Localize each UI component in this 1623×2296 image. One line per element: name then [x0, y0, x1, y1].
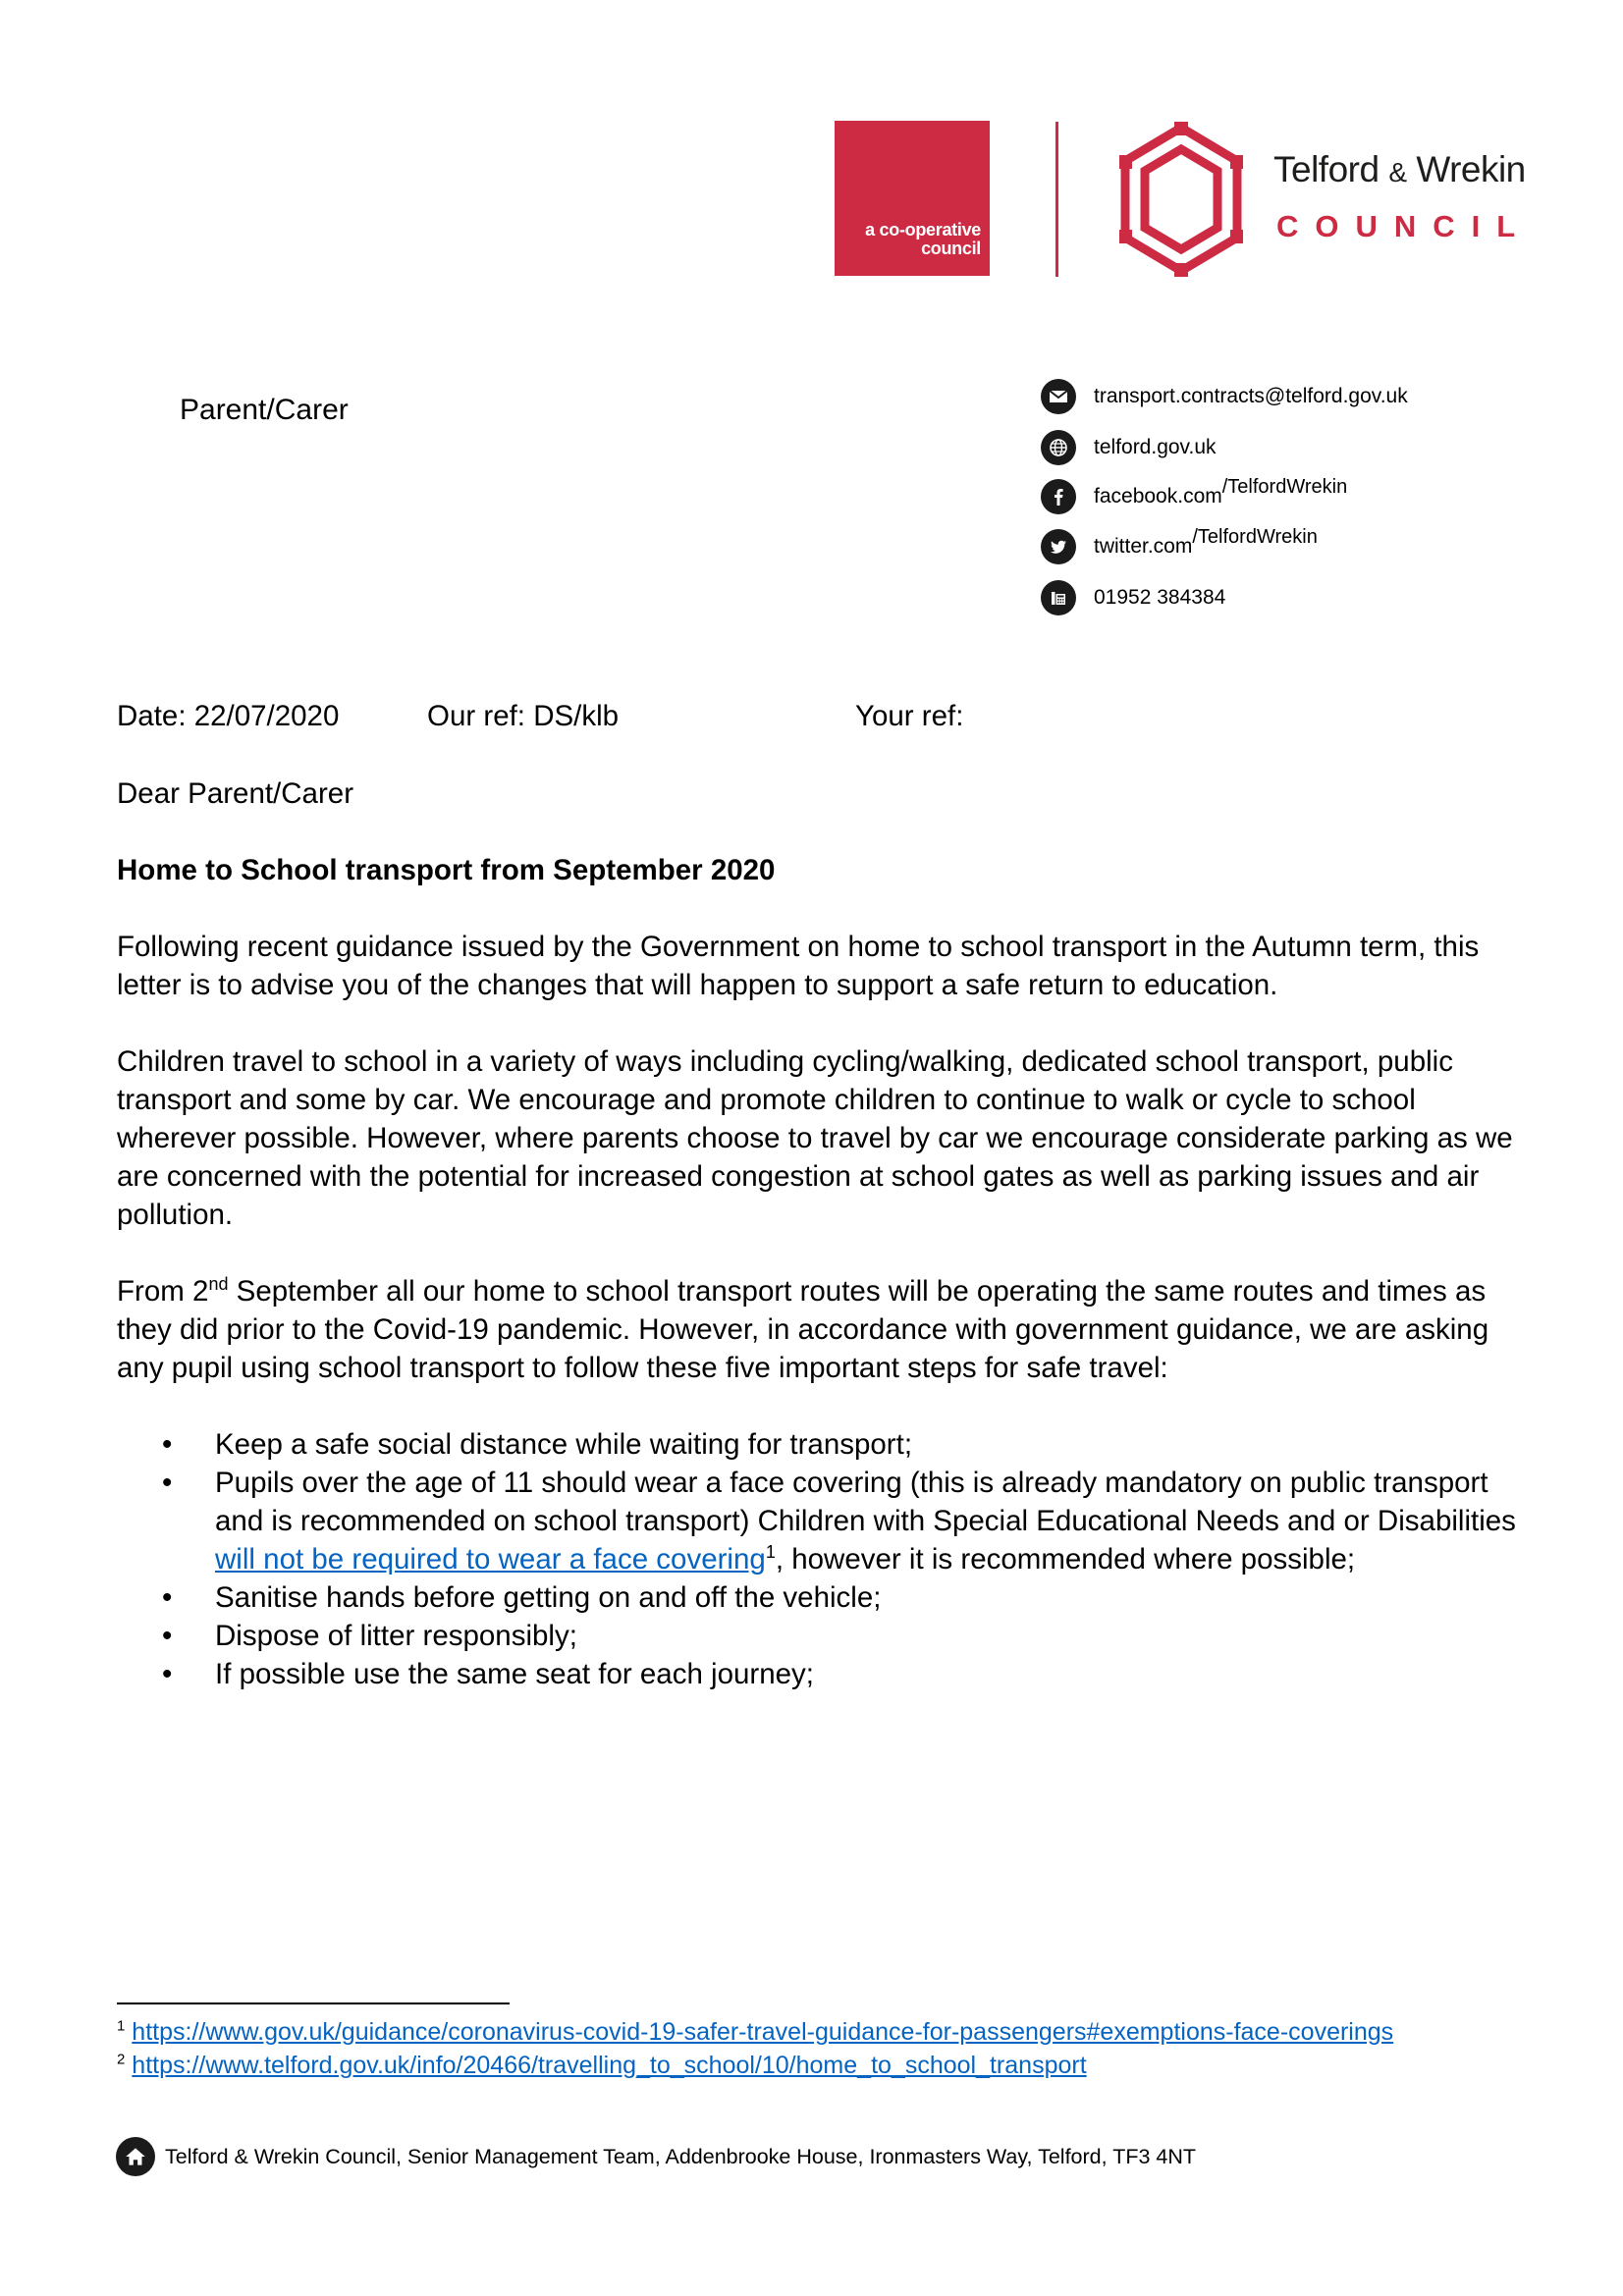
salutation: Dear Parent/Carer — [117, 777, 354, 810]
safety-steps-list — [117, 1425, 1531, 1693]
council-name: Telford & Wrekin — [1273, 149, 1526, 189]
contact-facebook-handle: /TelfordWrekin — [1221, 475, 1348, 498]
footnote-separator — [117, 2002, 510, 2004]
recipient: Parent/Carer — [180, 394, 349, 426]
date: Date: 22/07/2020 — [117, 700, 340, 732]
contact-facebook-text: facebook.com — [1094, 485, 1222, 507]
facebook-icon — [1041, 479, 1076, 514]
list-item: • Sanitise hands before getting on and off the vehicle; — [117, 1578, 1531, 1617]
envelope-icon — [1041, 379, 1076, 414]
co-operative-council-logo — [835, 121, 990, 276]
paragraph-3: From 2nd September all our home to school transport routes will be operating the same routes and times as they did prior to the Covid-19 pandemic. However, in accordance with government guidance, we are asking any pupil using school transport to follow these five important steps for safe travel: — [117, 1274, 1489, 1384]
home-icon — [116, 2137, 155, 2176]
footnote-2-link[interactable]: https://www.telford.gov.uk/info/20466/travelling_to_school/10/home_to_school_transport — [132, 2052, 1087, 2079]
letter-heading: Home to School transport from September 2020 — [117, 854, 776, 886]
footer-address-text: Telford & Wrekin Council, Senior Management Team, Addenbrooke House, Ironmasters Way, Telford, TF3 4NT — [165, 2144, 1197, 2168]
footnote-1: $^1$ https://www.gov.uk/guidance/coronavirus-covid-19-safer-travel-guidance-for-passengers#exemptions-face-coverings — [117, 2017, 1394, 2046]
face-covering-exemption-link[interactable]: will not be required to wear a face covering — [215, 1543, 766, 1575]
list-item: • If possible use the same seat for each journey; — [117, 1655, 1531, 1693]
list-item: • Keep a safe social distance while waiting for transport; — [117, 1425, 1531, 1464]
logo-divider — [1055, 122, 1058, 277]
our-ref: Our ref: DS/klb — [427, 700, 620, 732]
contact-twitter-text: twitter.com — [1094, 535, 1193, 558]
contact-website-text: telford.gov.uk — [1094, 436, 1217, 458]
contact-email-text: transport.contracts@telford.gov.uk — [1094, 385, 1408, 407]
contact-facebook[interactable] — [1041, 475, 1348, 514]
footnote-2: $^2$ https://www.telford.gov.uk/info/20466/travelling_to_school/10/home_to_school_transport — [117, 2051, 1087, 2079]
contact-phone[interactable] — [1041, 580, 1225, 615]
contact-twitter[interactable] — [1041, 525, 1318, 564]
twitter-icon — [1041, 529, 1076, 564]
globe-icon — [1041, 430, 1076, 465]
contact-website[interactable] — [1041, 430, 1217, 465]
footer-address — [116, 2137, 1196, 2176]
list-item: • Pupils over the age of 11 should wear a face covering (this is already mandatory on public transport and is recommended on school transport) Children with Special Educational Needs and or Disabilities will not be required to wear a face covering$^1$, however it is recommended where possible; — [117, 1464, 1531, 1578]
phone-icon — [1041, 580, 1076, 615]
your-ref: Your ref: — [855, 700, 964, 732]
coop-line1: a co-operative — [865, 220, 981, 240]
paragraph-1: Following recent guidance issued by the Government on home to school transport in the Autumn term, this letter is to advise you of the changes that will happen to support a safe return to education. — [117, 931, 1480, 1001]
contact-email[interactable] — [1041, 379, 1408, 414]
footnote-ref-1[interactable]: 1 — [765, 1542, 776, 1563]
council-hexagon-logo-icon — [1119, 120, 1243, 279]
list-item: • Dispose of litter responsibly; — [117, 1617, 1531, 1655]
contact-twitter-handle: /TelfordWrekin — [1192, 525, 1318, 548]
footnote-1-link[interactable]: https://www.gov.uk/guidance/coronavirus-covid-19-safer-travel-guidance-for-passengers#exemptions-face-coverings — [132, 2018, 1394, 2046]
ordinal-suffix: nd — [208, 1274, 229, 1295]
coop-line2: council — [921, 239, 981, 258]
contact-phone-text: 01952 384384 — [1094, 586, 1226, 609]
council-word: COUNCIL — [1276, 209, 1533, 243]
paragraph-2: Children travel to school in a variety of ways including cycling/walking, dedicated school transport, public transport and some by car. We encourage and promote children to continue to walk or cycle to school wherever possible. However, where parents choose to travel by car we encourage considerate parking as we are concerned with the potential for increased congestion at school gates as well as parking issues and air pollution. — [117, 1045, 1513, 1231]
